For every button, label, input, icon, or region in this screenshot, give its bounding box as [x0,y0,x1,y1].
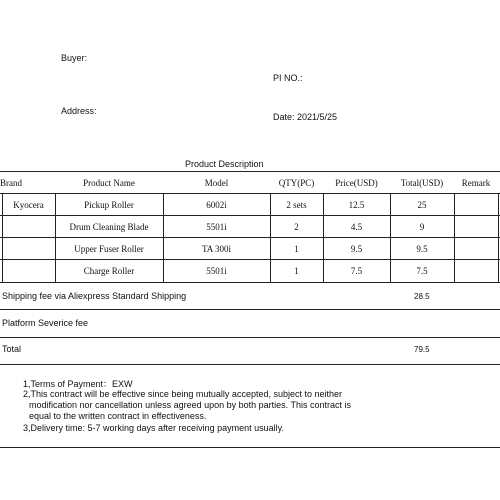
table-line [0,193,500,194]
cell-price: 12.5 [348,200,365,210]
shipping-fee-label: Shipping fee via Aliexpress Standard Shipping [2,291,187,301]
terms-line: equal to the written contract in effectiveness. [29,411,207,421]
cell-total: 7.5 [416,266,428,276]
terms-line: 1,Terms of Payment：EXW [23,379,133,389]
address-label: Address: [61,106,97,116]
column-header-remark: Remark [461,178,491,188]
column-header-model: Model [204,178,229,188]
shipping-fee-value: 28.5 [414,292,430,301]
terms-line: 2,This contract will be effective since being mutually accepted, subject to neither [23,389,343,399]
cell-product-name: Pickup Roller [84,200,134,210]
cell-total: 25 [417,200,427,210]
table-line [0,171,500,172]
cell-model: 6002i [206,200,227,210]
cell-model: 5501i [206,222,227,232]
buyer-label: Buyer: [61,53,88,63]
cell-qty: 2 [294,222,299,232]
separator-line [0,309,500,310]
separator-line [0,337,500,338]
total-value: 79.5 [414,345,430,354]
cell-model: 5501i [206,266,227,276]
column-header-brand: Brand [0,178,22,188]
table-line [0,215,500,216]
cell-total: 9 [419,222,425,232]
table-line [498,193,499,282]
cell-qty: 1 [294,266,299,276]
platform-fee-label: Platform Severice fee [2,318,89,328]
cell-qty: 1 [294,244,299,254]
table-line [0,259,500,260]
terms-line: modification nor cancellation unless agreed upon by both parties. This contract is [29,400,352,410]
cell-total: 9.5 [416,244,428,254]
pi-number-label: PI NO.: [273,73,303,83]
terms-line: 3,Delivery time: 5-7 working days after receiving payment usually. [23,423,284,433]
cell-price: 7.5 [350,266,363,276]
cell-price: 4.5 [350,222,363,232]
separator-line [0,364,500,365]
cell-model: TA 300i [201,244,232,254]
separator-line [0,447,500,448]
cell-qty: 2 sets [286,200,307,210]
product-description-title: Product Description [185,159,264,169]
table-line [454,193,455,282]
column-header-price: Price(USD) [335,178,378,188]
date-label: Date: 2021/5/25 [273,112,338,122]
column-header-product-name: Product Name [83,178,135,188]
cell-product-name: Drum Cleaning Blade [69,222,149,232]
column-header-total: Total(USD) [400,178,444,188]
total-label: Total [2,344,22,354]
cell-product-name: Charge Roller [83,266,135,276]
table-line [0,282,500,283]
table-line [0,237,500,238]
cell-brand: Kyocera [13,200,44,210]
column-header-qty: QTY(PC) [278,178,315,188]
cell-price: 9.5 [350,244,363,254]
cell-product-name: Upper Fuser Roller [74,244,144,254]
